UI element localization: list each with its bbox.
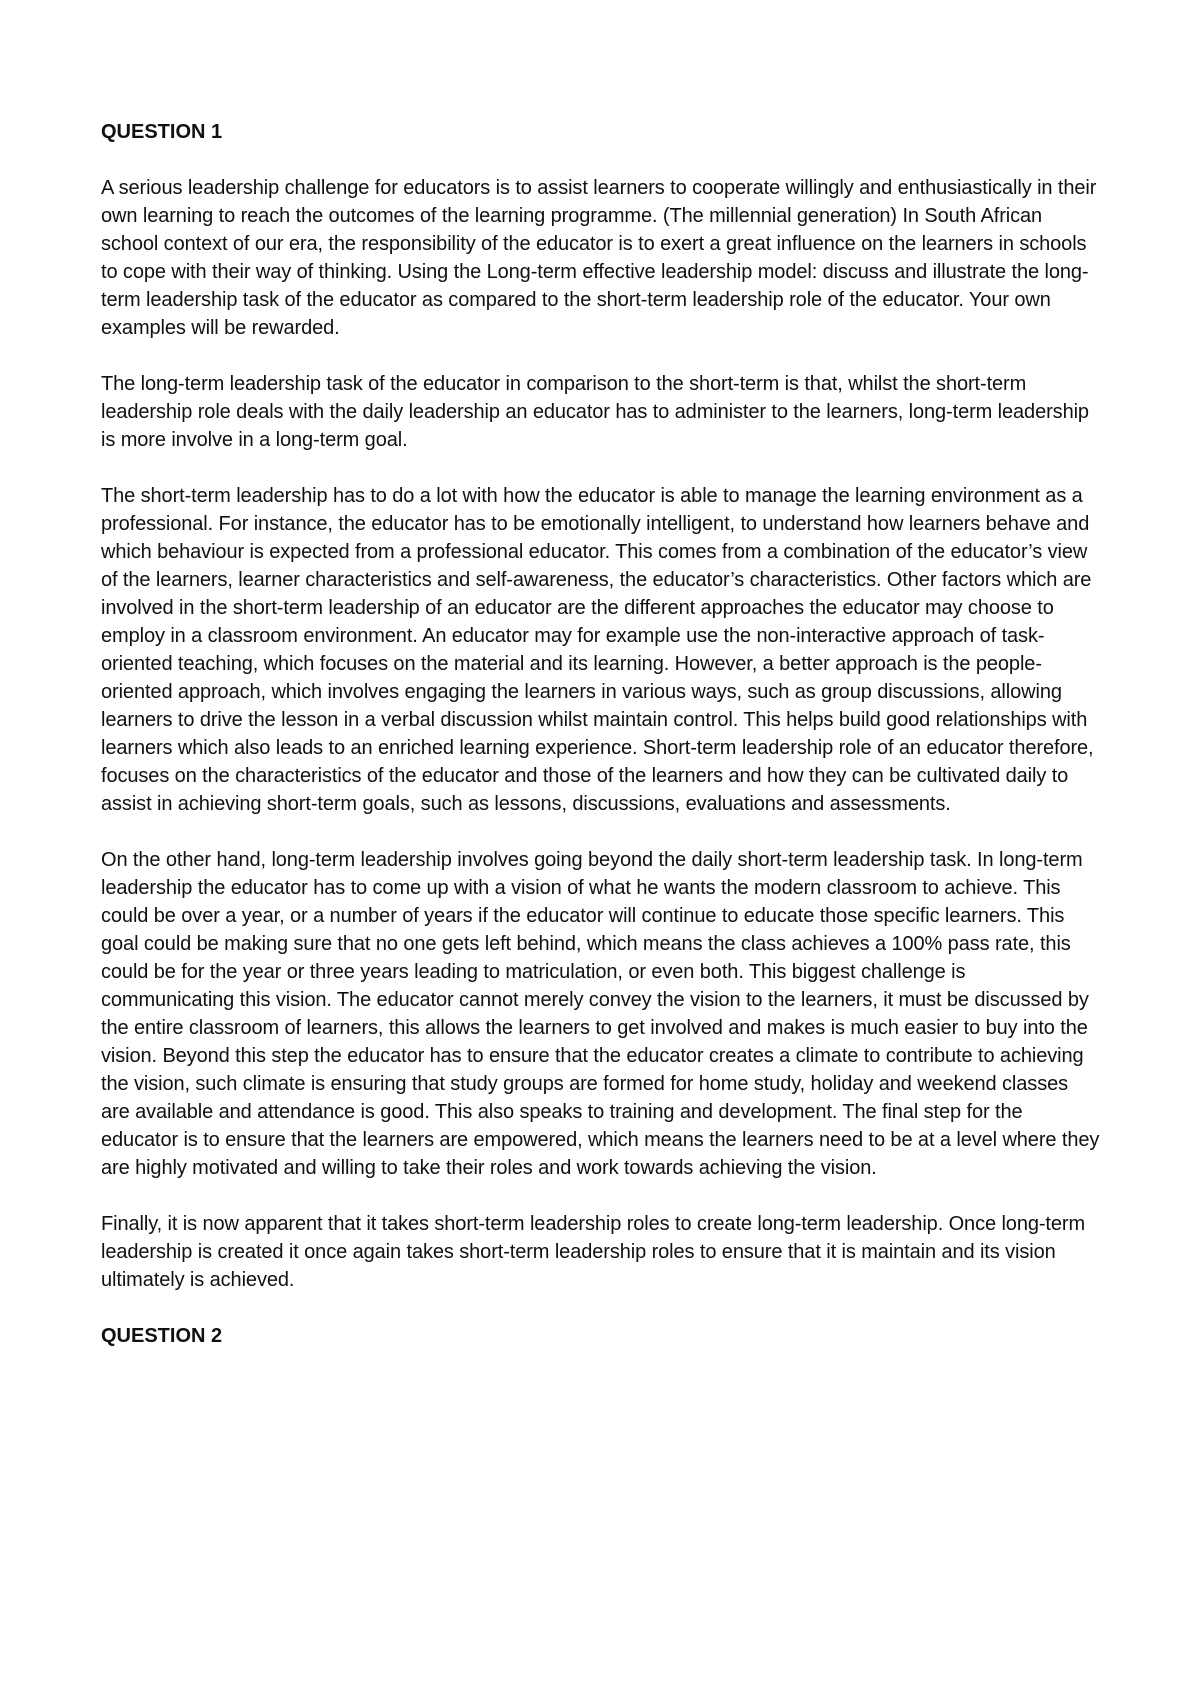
question-1-heading: QUESTION 1 — [101, 121, 223, 143]
question-1-prompt: A serious leadership challenge for educators is to assist learners to cooperate willingly and enthusiastically in their own learning to reach the outcomes of the learning programme. (The millennial generation) In South African school context of our era, the responsibility of the educator is to exert a great influence on the learners in schools to cope with their way of thinking. Using the Long-term effective leadership model: discuss and illustrate the long-term leadership task of the educator as compared to the short-term leadership role of the educator. Your own examples will be rewarded. — [101, 177, 1097, 339]
answer-paragraph-conclusion: Finally, it is now apparent that it takes short-term leadership roles to create long-term leadership. Once long-term leadership is created it once again takes short-term leadership roles to ensure that it is maintain and its vision ultimately is achieved. — [101, 1213, 1086, 1291]
question-2-heading: QUESTION 2 — [101, 1325, 223, 1347]
answer-paragraph-intro: The long-term leadership task of the educator in comparison to the short-term is that, whilst the short-term leadership role deals with the daily leadership an educator has to administer to the learners, long-term leadership is more involve in a long-term goal. — [101, 373, 1089, 451]
answer-paragraph-long-term: On the other hand, long-term leadership involves going beyond the daily short-term leadership task. In long-term leadership the educator has to come up with a vision of what he wants the modern classroom to achieve. This could be over a year, or a number of years if the educator will continue to educate those specific learners. This goal could be making sure that no one gets left behind, which means the class achieves a 100% pass rate, this could be for the year or three years leading to matriculation, or even both. This biggest challenge is communicating this vision. The educator cannot merely convey the vision to the learners, it must be discussed by the entire classroom of learners, this allows the learners to get involved and makes is much easier to buy into the vision. Beyond this step the educator has to ensure that the educator creates a climate to contribute to achieving the vision, such climate is ensuring that study groups are formed for home study, holiday and weekend classes are available and attendance is good. This also speaks to training and development. The final step for the educator is to ensure that the learners are empowered, which means the learners need to be at a level where they are highly motivated and willing to take their roles and work towards achieving the vision. — [101, 849, 1100, 1179]
answer-paragraph-short-term: The short-term leadership has to do a lot with how the educator is able to manage the learning environment as a professional. For instance, the educator has to be emotionally intelligent, to understand how learners behave and which behaviour is expected from a professional educator. This comes from a combination of the educator’s view of the learners, learner characteristics and self-awareness, the educator’s characteristics. Other factors which are involved in the short-term leadership of an educator are the different approaches the educator may choose to employ in a classroom environment. An educator may for example use the non-interactive approach of task-oriented teaching, which focuses on the material and its learning. However, a better approach is the people-oriented approach, which involves engaging the learners in various ways, such as group discussions, allowing learners to drive the lesson in a verbal discussion whilst maintain control. This helps build good relationships with learners which also leads to an enriched learning experience. Short-term leadership role of an educator therefore, focuses on the characteristics of the educator and those of the learners and how they can be cultivated daily to assist in achieving short-term goals, such as lessons, discussions, evaluations and assessments. — [101, 485, 1094, 815]
